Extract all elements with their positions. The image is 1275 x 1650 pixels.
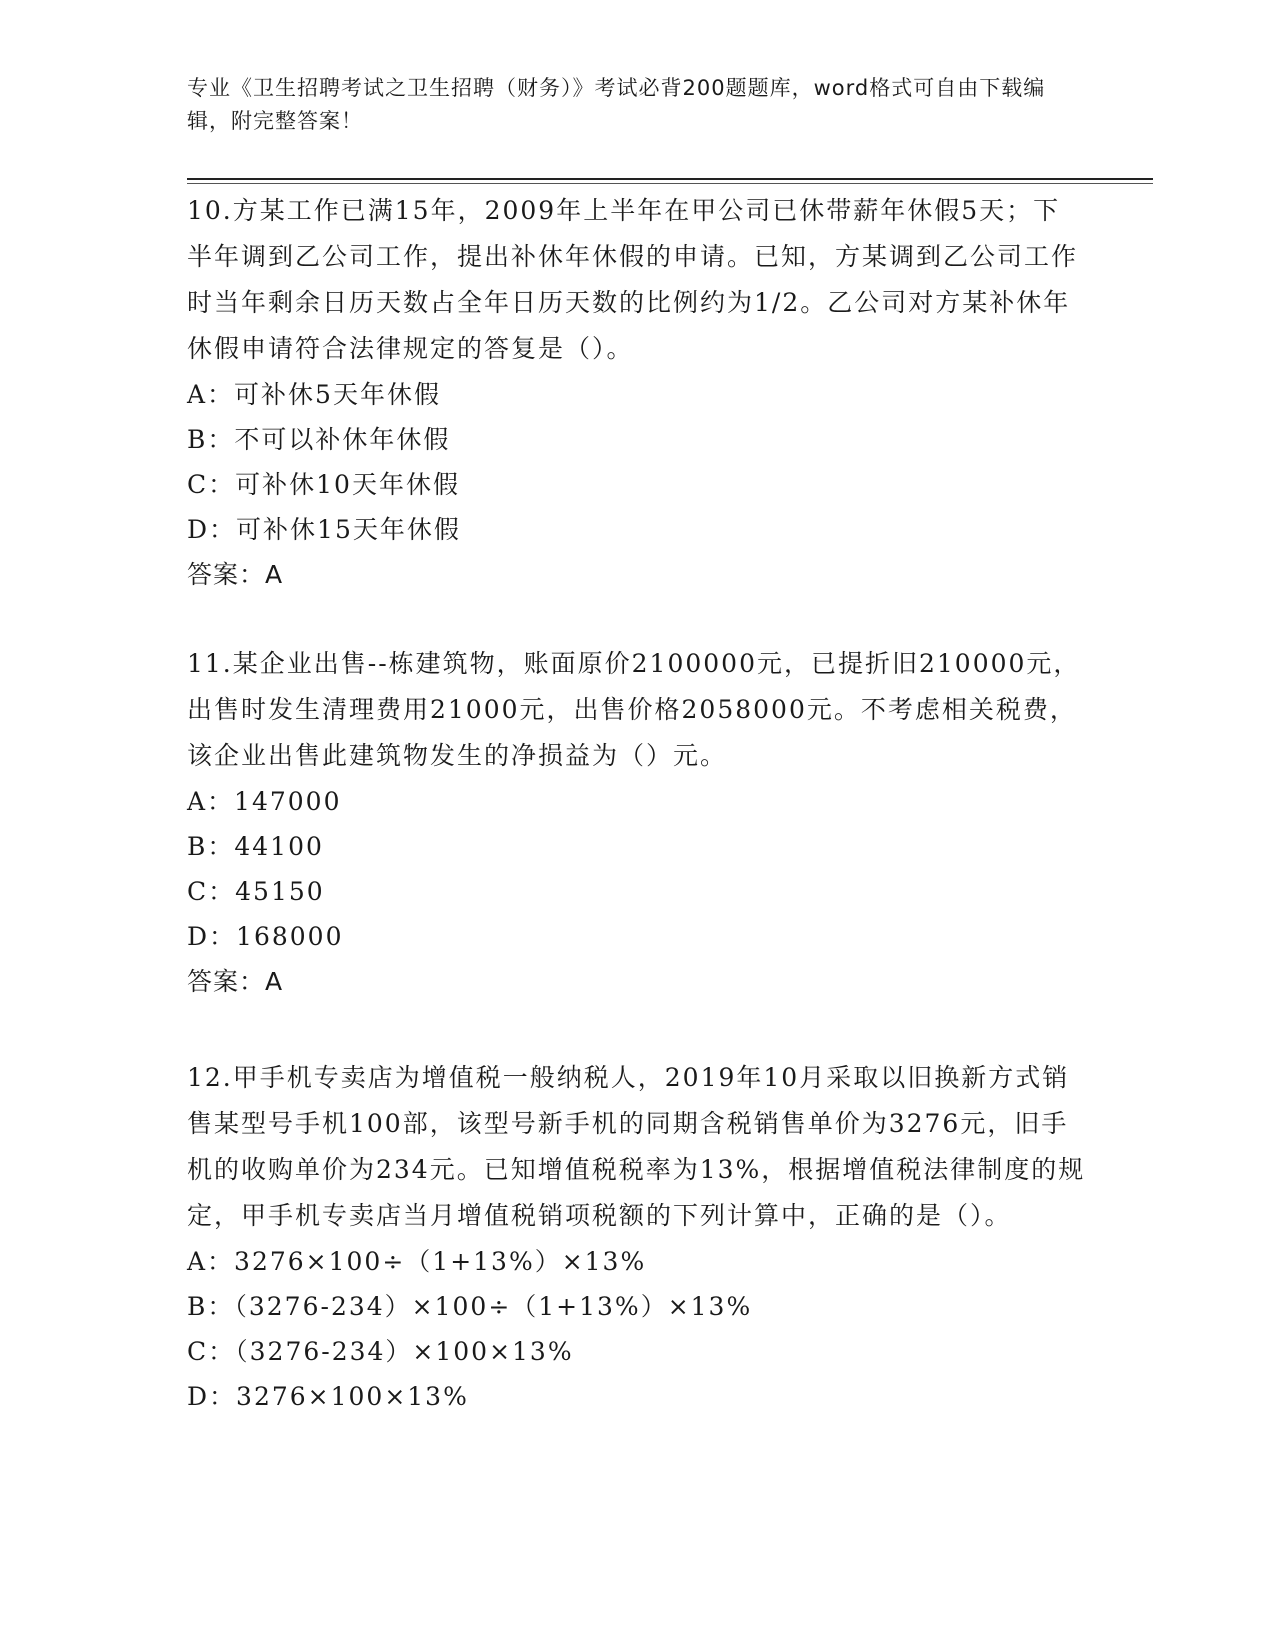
question-stem: 12.甲手机专卖店为增值税一般纳税人，2019年10月采取以旧换新方式销售某型号手机100部，该型号新手机的同期含税销售单价为3276元，旧手机的收购单价为234元。已知增值税税率为13%，根据增值税法律制度的规定，甲手机专卖店当月增值税销项税额的下列计算中，正确的是（）。 — [187, 1063, 1086, 1230]
option-b: B：不可以补休年休假 — [187, 425, 451, 454]
option-d: D：可补休15天年休假 — [187, 515, 461, 544]
question-10 — [187, 188, 1087, 598]
question-stem: 10.方某工作已满15年，2009年上半年在甲公司已休带薪年休假5天；下半年调到乙公司工作，提出补休年休假的申请。已知，方某调到乙公司工作时当年剩余日历天数占全年日历天数的比例约为1/2。乙公司对方某补休年休假申请符合法律规定的答复是（）。 — [187, 196, 1079, 363]
header-divider-thin — [187, 183, 1153, 184]
option-d: D：3276×100×13% — [187, 1382, 469, 1411]
option-a: A：可补休5天年休假 — [187, 380, 441, 409]
option-c: C：可补休10天年休假 — [187, 470, 460, 499]
question-11 — [187, 641, 1087, 1005]
option-a: A：3276×100÷（1+13%）×13% — [187, 1247, 647, 1276]
option-b: B：（3276-234）×100÷（1+13%）×13% — [187, 1292, 753, 1321]
question-stem: 11.某企业出售--栋建筑物，账面原价2100000元，已提折旧210000元，出售时发生清理费用21000元，出售价格2058000元。不考虑相关税费，该企业出售此建筑物发生的净损益为（）元。 — [187, 649, 1081, 770]
document-header: 专业《卫生招聘考试之卫生招聘（财务）》考试必背200题题库，word格式可自由下载编辑，附完整答案！ — [187, 76, 1046, 133]
option-b: B：44100 — [187, 832, 324, 861]
question-12 — [187, 1055, 1087, 1419]
option-a: A：147000 — [187, 787, 342, 816]
header-divider-thick — [187, 178, 1153, 180]
answer-line: 答案：A — [187, 560, 284, 589]
answer-line: 答案：A — [187, 967, 284, 996]
option-c: C：（3276-234）×100×13% — [187, 1337, 574, 1366]
option-d: D：168000 — [187, 922, 344, 951]
option-c: C：45150 — [187, 877, 325, 906]
